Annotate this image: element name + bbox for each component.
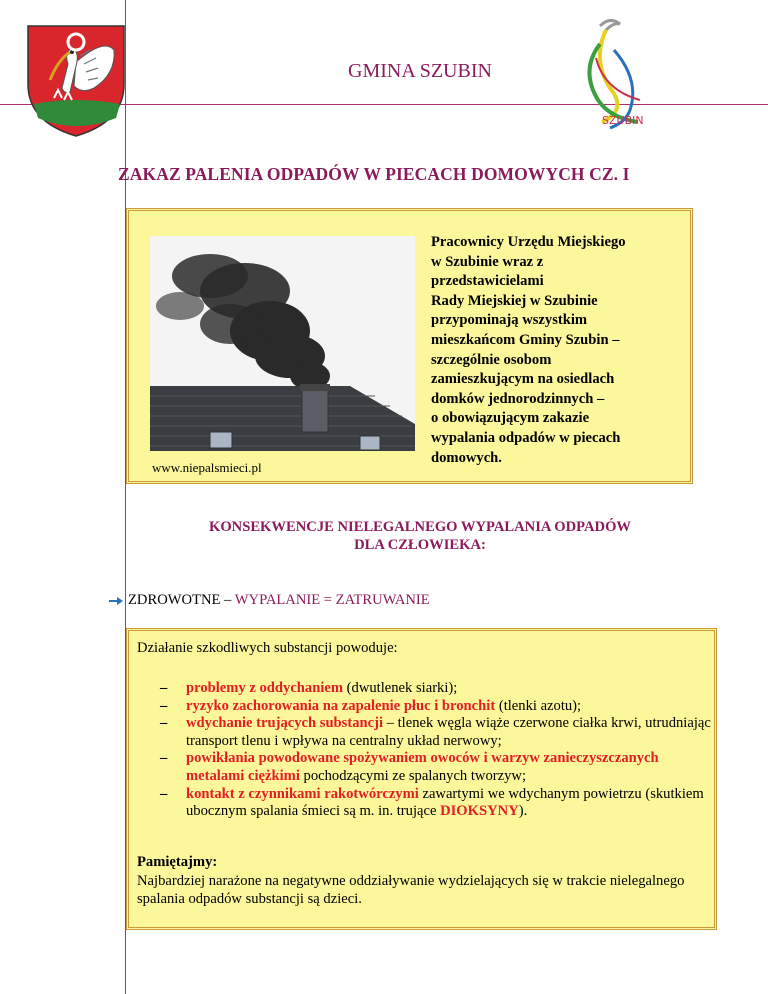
coat-of-arms-icon xyxy=(24,22,128,140)
remember-title: Pamiętajmy: xyxy=(137,854,218,870)
info-line: przedstawicielami xyxy=(431,273,544,290)
info-line: wypalania odpadów w piecach xyxy=(431,429,621,446)
dioxins-highlight: DIOKSYNY xyxy=(440,803,519,820)
info-line: Rady Miejskiej w Szubinie xyxy=(431,292,598,309)
info-text xyxy=(431,233,685,468)
effect-text: pochodzącymi ze spalanych tworzyw; xyxy=(299,767,526,784)
info-line: mieszkańcom Gminy Szubin – xyxy=(431,331,620,348)
consequences-heading-line2: DLA CZŁOWIEKA: xyxy=(354,537,486,553)
health-bullet xyxy=(108,592,430,609)
list-dash: – xyxy=(160,680,168,696)
page-title: ZAKAZ PALENIA ODPADÓW W PIECACH DOMOWYCH CZ. I xyxy=(118,164,630,184)
effects-intro: Działanie szkodliwych substancji powoduje: xyxy=(137,640,398,656)
effects-list xyxy=(160,680,720,821)
consequences-heading xyxy=(150,518,690,554)
effect-text-tail: ). xyxy=(518,803,528,820)
health-label: ZDROWOTNE – xyxy=(128,592,235,608)
arrow-bullet-icon xyxy=(108,596,124,606)
info-line: zamieszkującym na osiedlach xyxy=(431,371,615,388)
list-dash: – xyxy=(160,785,168,802)
info-line: przypominają wszystkim xyxy=(431,312,588,329)
info-line: szczególnie osobom xyxy=(431,351,552,368)
smoking-chimney-photo xyxy=(150,236,415,451)
effect-highlight: problemy z oddychaniem xyxy=(186,680,344,696)
list-dash: – xyxy=(160,750,168,767)
effect-highlight: wdychanie trujących substancji xyxy=(186,715,384,732)
effect-highlight: kontakt z czynnikami rakotwórczymi xyxy=(186,785,419,802)
municipality-name: GMINA SZUBIN xyxy=(348,60,492,82)
info-line: Pracownicy Urzędu Miejskiego xyxy=(431,234,626,250)
info-line: domków jednorodzinnych – xyxy=(431,390,605,407)
photo-credit: www.niepalsmieci.pl xyxy=(152,460,262,475)
effect-text: (dwutlenek siarki); xyxy=(343,680,458,696)
logo-wordmark: SZUBIN xyxy=(602,114,644,127)
list-item xyxy=(160,750,720,785)
effect-text: – tlenek węgla wiąże czerwone ciałka krwi, utrudniając transport tlenu i wpływa na centralny układ nerwowy; xyxy=(186,715,711,749)
effect-highlight: ryzyko zachorowania na zapalenie płuc i bronchit xyxy=(186,697,496,714)
effect-highlight: powikłania powodowane spożywaniem owoców i warzyw zanieczyszczanych metalami ciężkimi xyxy=(186,750,659,784)
remember-text: Najbardziej narażone na negatywne oddziaływanie wydzielających się w trakcie nielegalnego spalania odpadów substancji są dzieci. xyxy=(137,873,685,907)
effect-text: zawartymi we wdychanym powietrzu (skutkiem ubocznym spalania śmieci są m. in. trujące xyxy=(186,785,704,820)
list-item xyxy=(160,680,720,698)
list-item xyxy=(160,698,720,716)
info-line: o obowiązującym zakazie xyxy=(431,410,590,427)
list-item xyxy=(160,715,720,750)
list-dash: – xyxy=(160,715,168,732)
effect-text: (tlenki azotu); xyxy=(495,697,582,714)
info-line: domowych. xyxy=(431,449,502,466)
health-highlight: WYPALANIE = ZATRUWANIE xyxy=(234,592,430,608)
list-dash: – xyxy=(160,697,168,714)
info-line: w Szubinie wraz z xyxy=(431,253,544,270)
list-item xyxy=(160,786,720,821)
consequences-heading-line1: KONSEKWENCJE NIELEGALNEGO WYPALANIA ODPADÓW xyxy=(208,519,632,535)
szubin-logo-icon xyxy=(540,10,680,138)
